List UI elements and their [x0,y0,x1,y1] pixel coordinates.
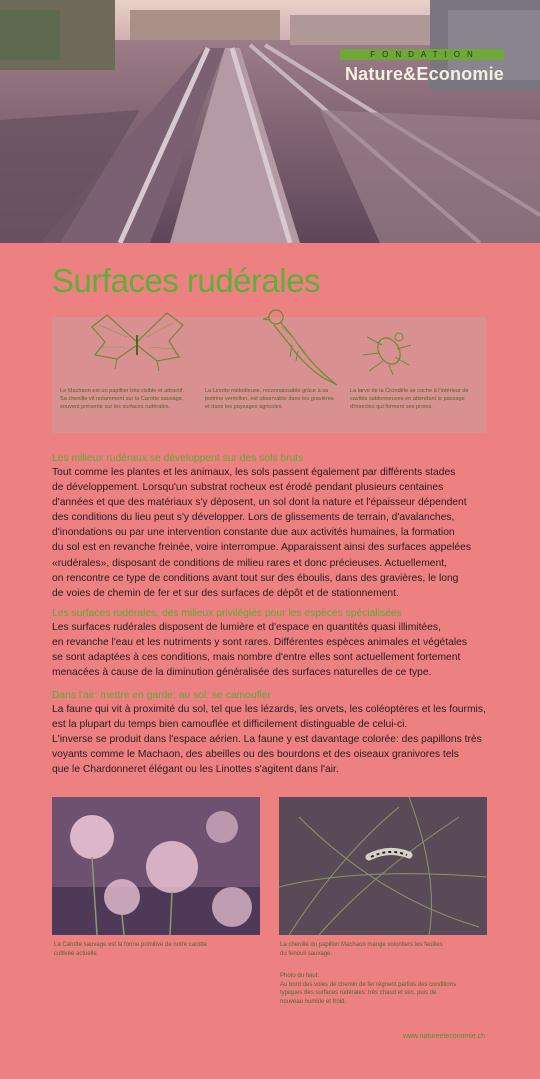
section-1 [52,452,492,601]
species-bird [197,317,342,433]
caption-line: La Carotte sauvage est la forme primitive de notre carotte [54,942,208,948]
photo-caterpillar [279,797,487,935]
section-line: se sont adaptées à ces conditions, mais nombre d'entre elles sont actuellement fortement [52,652,461,664]
photo-caption-carrot [54,941,264,958]
credit-label: Photo du haut: [280,973,320,979]
beetle-illustration [357,327,417,377]
section-line: du sol est en revanche freinée, voire interrompue. Apparaissent ainsi des surfaces appelées [52,542,471,554]
section-line: des conditions du lieu peut s'y développer. Lors de glissements de terrain, d'avalanches, [52,512,455,524]
species-butterfly [52,317,197,433]
section-line: Tout comme les plantes et les animaux, les sols passent également par différents stades [52,467,456,478]
species-panel [52,317,486,433]
caption-line: La chenille du papillon Machaon mange volontiers les feuilles [280,942,443,948]
section-heading: Les milieux rudéraux se développent sur des sols bruts [52,453,304,464]
species-caption: La larve de la Cicindèle se cache à l'intérieur de cavités sablonneuses en attendant le passage d'insectes qui forment ses proies. [350,388,469,410]
bird-illustration [262,305,342,387]
section-line: L'inverse se produit dans l'espace aérien. La faune y est davantage colorée: des papillons très [52,734,482,746]
hero-photo-railway [0,0,540,243]
section-line: on rencontre ce type de conditions avant tout sur des éboulis, dans des gravières, le long [52,572,459,584]
section-line: de voies de chemin de fer et sur des surfaces de dépôt et de stationnement. [52,587,399,599]
species-caption: La Linotte mélodieuse, reconnaissable grâce à sa poitrine vermillon, est observable dans les gravières et dans les paysages agricoles. [205,388,334,410]
section-line: de développement. Lorsqu'un substrat rocheux est érodé pendant plusieurs centaines [52,482,444,494]
website-link[interactable]: www.natureeteconomie.ch [402,1033,485,1040]
caption-line: cultivée actuelle. [54,950,99,957]
species-beetle [342,317,486,433]
credit-line: typiques des surfaces rudérales: très chaud et sec, puis de [280,990,437,996]
butterfly-illustration [87,307,187,377]
section-3 [52,689,492,777]
caption-line: du fenouil sauvage. [280,950,333,957]
section-2 [52,607,492,680]
species-caption: Le Machaon est un papillon très visible et attractif. Sa chenille vit notamment sur la Carotte sauvage, souvent présente sur les surfaces rudérales. [60,388,185,410]
section-line: «rudérales», disposant de conditions de milieu rares et donc précieuses. Actuellement, [52,557,447,569]
page-title: Surfaces rudérales [52,262,320,299]
credit-line: nouveau humide et froid. [280,998,347,1005]
section-line: voyants comme le Machaon, des abeilles ou des bourdons et des oiseaux granivores tels [52,749,459,761]
section-line: La faune qui vit à proximité du sol, tel que les lézards, les orvets, les coléoptères et les fourmis, [52,704,486,715]
section-line: Les surfaces rudérales disposent de lumière et d'espace en quantités quasi illimitées, [52,622,441,633]
photo-caption-caterpillar [280,941,495,958]
section-line: menacées à cause de la diminution généralisée des surfaces naturelles de ce type. [52,667,432,679]
section-line: en revanche l'eau et les nutriments y sont rares. Différentes espèces animales et végétales [52,637,468,649]
section-heading: Dans l'air: mettre en garde; au sol: se camoufler [52,690,271,701]
brand-name: Nature&Economie [344,64,504,84]
photo-wild-carrot [52,797,260,935]
credit-line: Au bord des voies de chemin de fer règnent parfois des conditions [280,981,457,988]
section-line: que le Chardonneret élégant ou les Linottes s'agitent dans l'air. [52,764,339,776]
foundation-logo [340,44,504,85]
section-line: d'années et que des matériaux s'y déposent, un sol dont la nature et l'épaisseur dépendent [52,497,467,509]
foundation-label: FONDATION [340,49,504,60]
section-line: est la plupart du temps bien camouflée et difficilement distinguable de celui-ci. [52,719,408,731]
section-heading: Les surfaces rudérales, des milieux privilégiés pour les espèces spécialisées [52,608,402,619]
photo-credit [280,972,495,1006]
section-line: d'inondations ou par une intervention constante due aux activités humaines, la formation [52,527,455,539]
